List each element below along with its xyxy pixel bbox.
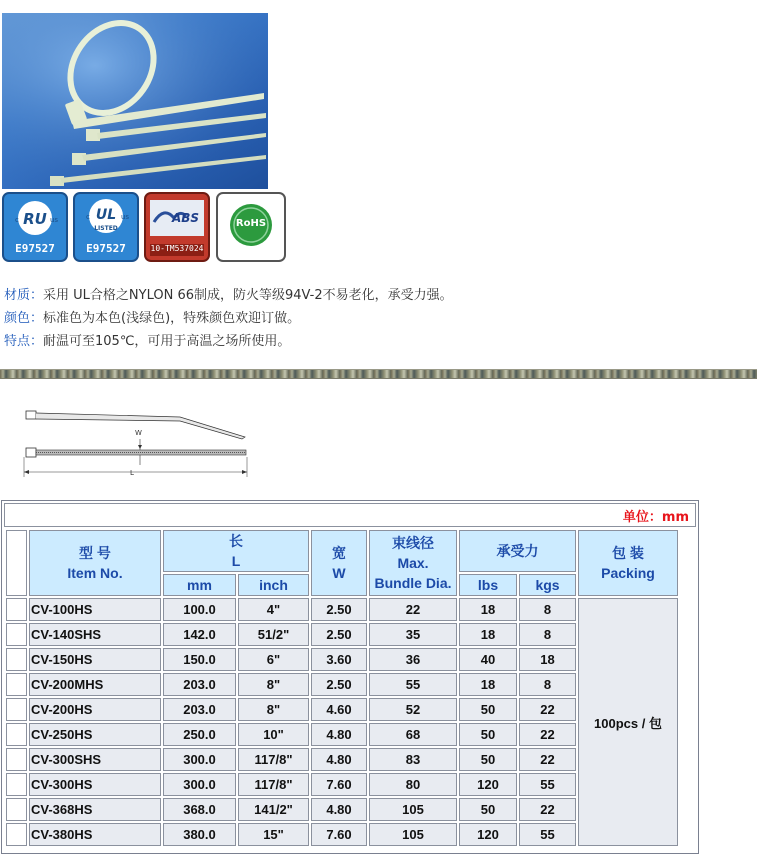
cell-inch: 4" [238,598,309,621]
abs-mark: ABS [172,211,200,225]
cell-width: 4.80 [311,798,367,821]
cell-lbs: 18 [459,673,517,696]
width-label: W [135,429,142,437]
abs-number: 10-TM537024 [150,244,204,253]
cell-lbs: 120 [459,773,517,796]
cell-bundle: 83 [369,748,457,771]
row-spacer [6,598,27,621]
row-spacer [6,698,27,721]
row-spacer [6,623,27,646]
rohs-mark: RoHS [235,218,267,229]
header-lbs: lbs [459,574,517,596]
header-width [311,530,367,596]
cell-mm: 368.0 [163,798,236,821]
color-label: 颜色： [4,311,44,326]
cell-model: CV-250HS [29,723,161,746]
ul-recognized-number: E97527 [15,242,55,255]
cell-inch: 8" [238,673,309,696]
color-text: 标准色为本色(浅绿色)，特殊颜色欢迎订做。 [43,311,301,326]
cell-bundle: 68 [369,723,457,746]
cell-lbs: 120 [459,823,517,846]
header-item-no [29,530,161,596]
table-row [6,598,678,621]
cell-mm: 380.0 [163,823,236,846]
cell-width: 2.50 [311,623,367,646]
header-length [163,530,309,572]
header-item-no-cn: 型 号 [79,545,111,561]
spacer-header [6,530,27,596]
cell-bundle: 105 [369,823,457,846]
cell-model: CV-140SHS [29,623,161,646]
svg-text:c: c [86,213,90,221]
svg-text:us: us [50,216,59,224]
cell-kgs: 8 [519,598,576,621]
cell-bundle: 105 [369,798,457,821]
cell-width: 3.60 [311,648,367,671]
cell-mm: 300.0 [163,748,236,771]
ul-listed-number: E97527 [86,242,126,255]
cell-lbs: 50 [459,748,517,771]
header-width-cn: 宽 [332,545,346,561]
row-spacer [6,648,27,671]
dimension-diagram [20,405,252,480]
rohs-badge [216,192,282,262]
header-packing-en: Packing [601,565,655,581]
svg-text:RU: RU [23,210,47,228]
row-spacer [6,723,27,746]
svg-text:c: c [15,216,19,224]
header-kgs: kgs [519,574,576,596]
cell-inch: 141/2" [238,798,309,821]
cell-lbs: 50 [459,698,517,721]
header-packing-cn: 包 装 [612,545,644,561]
cell-kgs: 22 [519,748,576,771]
header-tensile [459,530,576,572]
cell-model: CV-300SHS [29,748,161,771]
cell-lbs: 40 [459,648,517,671]
header-packing [578,530,678,596]
cell-mm: 100.0 [163,598,236,621]
cell-width: 7.60 [311,773,367,796]
cell-model: CV-368HS [29,798,161,821]
header-length-cn: 长 [229,533,243,549]
feature-text: 耐温可至105℃，可用于高温之场所使用。 [43,334,291,349]
material-line [4,287,453,305]
cable-ties-image [2,13,268,189]
feature-label: 特点： [4,334,44,349]
header-bundle-cn: 束线径 [392,535,434,551]
section-divider [0,369,757,379]
cell-model: CV-200MHS [29,673,161,696]
row-spacer [6,798,27,821]
feature-line [4,333,290,351]
cell-inch: 15" [238,823,309,846]
cell-model: CV-100HS [29,598,161,621]
product-photo [2,13,268,189]
cell-bundle: 22 [369,598,457,621]
header-length-en: L [231,553,241,569]
color-line [4,310,300,328]
cell-kgs: 22 [519,723,576,746]
ul-listed-badge [73,192,139,262]
ul-listed-sub: LISTED [94,225,118,232]
cell-model: CV-300HS [29,773,161,796]
cell-kgs: 8 [519,673,576,696]
cell-inch: 117/8" [238,748,309,771]
row-spacer [6,773,27,796]
header-mm: mm [163,574,236,596]
cell-mm: 300.0 [163,773,236,796]
material-text: 采用 UL合格之NYLON 66制成，防火等级94V-2不易老化，承受力强。 [43,288,453,303]
cell-kgs: 18 [519,648,576,671]
cell-width: 7.60 [311,823,367,846]
abs-badge [144,192,210,262]
certification-badges [2,192,286,266]
cell-inch: 8" [238,698,309,721]
cell-inch: 51/2" [238,623,309,646]
svg-text:us: us [121,213,130,221]
cell-inch: 10" [238,723,309,746]
cell-inch: 6" [238,648,309,671]
header-bundle-en1: Max. [397,555,429,571]
cell-width: 4.80 [311,748,367,771]
header-item-no-en: Item No. [67,565,123,581]
cell-model: CV-200HS [29,698,161,721]
cell-inch: 117/8" [238,773,309,796]
cell-bundle: 36 [369,648,457,671]
row-spacer [6,673,27,696]
unit-row [4,503,696,527]
cell-width: 2.50 [311,598,367,621]
cell-model: CV-150HS [29,648,161,671]
cell-model: CV-380HS [29,823,161,846]
cell-width: 4.60 [311,698,367,721]
cell-lbs: 50 [459,798,517,821]
cell-kgs: 22 [519,798,576,821]
cell-kgs: 55 [519,773,576,796]
cell-kgs: 8 [519,623,576,646]
cell-lbs: 18 [459,598,517,621]
svg-text:UL: UL [95,207,117,223]
header-width-en: W [332,565,346,581]
cell-width: 2.50 [311,673,367,696]
spec-table-container [1,500,699,854]
cell-bundle: 80 [369,773,457,796]
cell-lbs: 18 [459,623,517,646]
cell-bundle: 55 [369,673,457,696]
cell-lbs: 50 [459,723,517,746]
cell-bundle: 35 [369,623,457,646]
header-bundle-en2: Bundle Dia. [374,575,452,591]
length-label: L [130,469,134,477]
ul-recognized-badge [2,192,68,262]
cell-mm: 142.0 [163,623,236,646]
cell-mm: 150.0 [163,648,236,671]
material-label: 材质： [4,288,44,303]
header-inch: inch [238,574,309,596]
row-spacer [6,748,27,771]
cell-bundle: 52 [369,698,457,721]
cell-width: 4.80 [311,723,367,746]
cell-mm: 250.0 [163,723,236,746]
cell-packing: 100pcs / 包 [578,598,678,846]
cell-kgs: 22 [519,698,576,721]
header-tensile-cn: 承受力 [496,543,539,559]
row-spacer [6,823,27,846]
cell-kgs: 55 [519,823,576,846]
cell-mm: 203.0 [163,698,236,721]
cell-mm: 203.0 [163,673,236,696]
spec-table [4,528,680,848]
unit-label: 单位：mm [622,510,689,525]
header-bundle [369,530,457,596]
